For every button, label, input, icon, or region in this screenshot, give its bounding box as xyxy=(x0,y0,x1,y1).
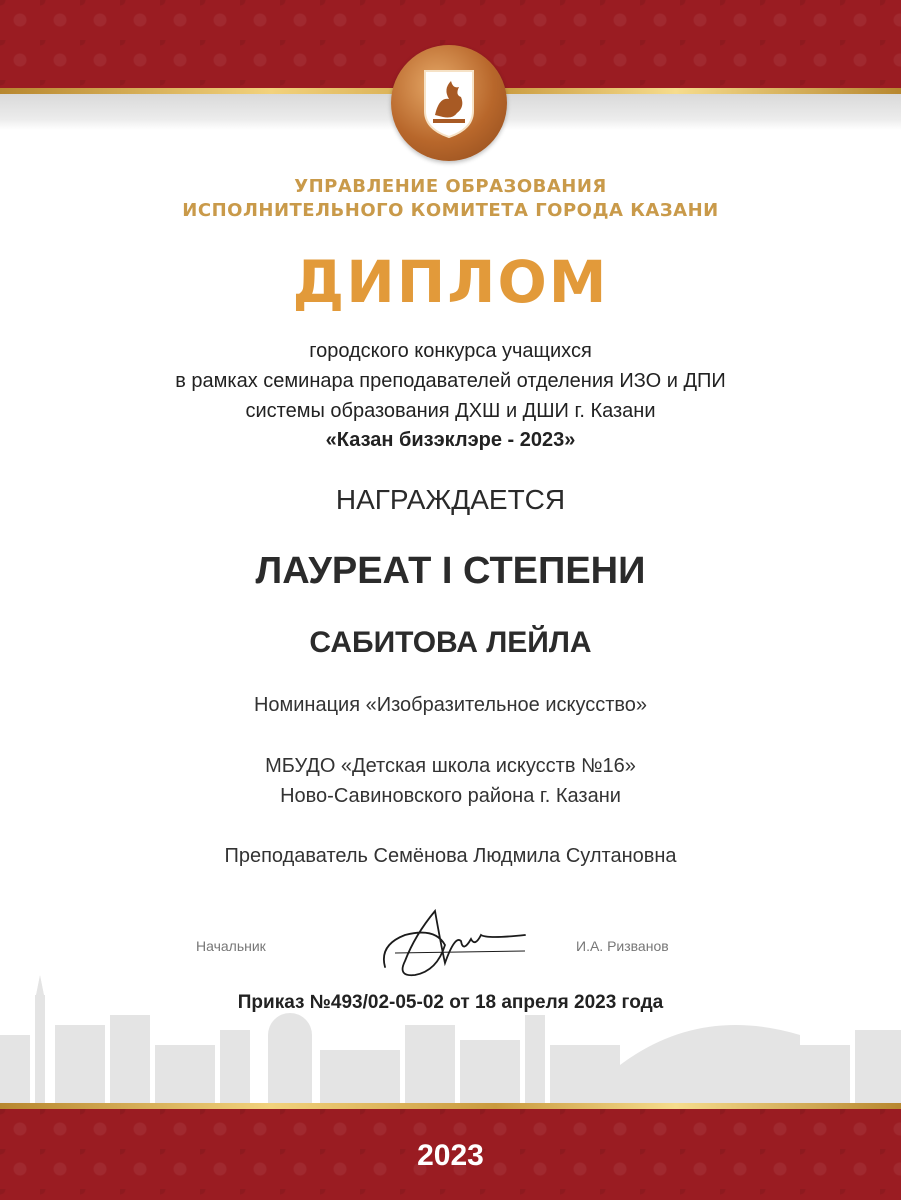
order-reference: Приказ №493/02-05-02 от 18 апреля 2023 года xyxy=(237,992,664,1013)
school-line-1: МБУДО «Детская школа искусств №16» xyxy=(265,755,636,777)
organization-line-2: ИСПОЛНИТЕЛЬНОГО КОМИТЕТА ГОРОДА КАЗАНИ xyxy=(182,200,719,221)
diploma-title: ДИПЛОМ xyxy=(292,248,609,316)
subtitle-line-1: городского конкурса учащихся xyxy=(309,340,592,362)
nomination: Номинация «Изобразительное искусство» xyxy=(253,694,648,716)
footer-year: 2023 xyxy=(417,1139,484,1172)
signer-position: Начальник xyxy=(196,938,266,954)
subtitle-line-2: в рамках семинара преподавателей отделения ИЗО и ДПИ xyxy=(175,370,726,392)
kazan-emblem-icon xyxy=(391,45,507,161)
handwritten-signature xyxy=(375,905,535,985)
organization-line-1: УПРАВЛЕНИЕ ОБРАЗОВАНИЯ xyxy=(294,176,607,197)
awarded-heading: НАГРАЖДАЕТСЯ xyxy=(335,484,566,515)
teacher-name: Преподаватель Семёнова Людмила Султановна xyxy=(224,845,677,867)
recipient-name: САБИТОВА ЛЕЙЛА xyxy=(309,626,592,659)
signer-name: И.А. Ризванов xyxy=(576,938,669,954)
school-line-2: Ново-Савиновского района г. Казани xyxy=(280,785,621,807)
award-degree: ЛАУРЕАТ I СТЕПЕНИ xyxy=(255,550,646,592)
contest-name: «Казан бизэклэре - 2023» xyxy=(325,429,576,451)
subtitle-line-3: системы образования ДХШ и ДШИ г. Казани xyxy=(245,400,656,422)
